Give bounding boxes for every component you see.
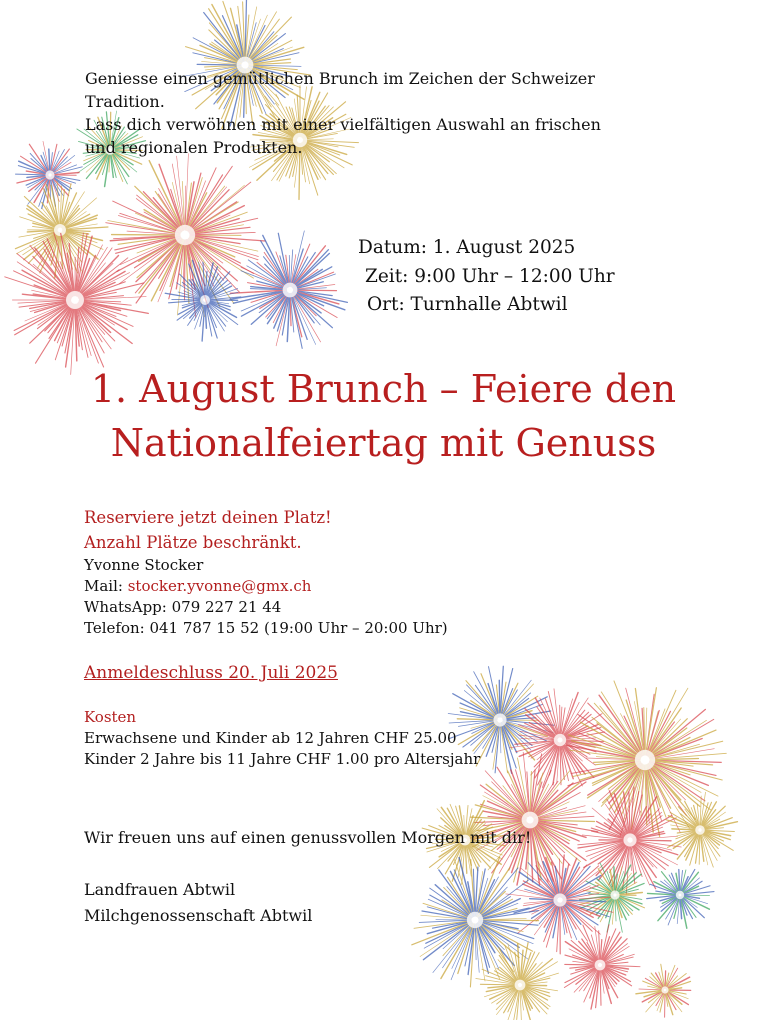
contact-phone: Telefon: 041 787 15 52 (19:00 Uhr – 20:00 Uhr) [84, 619, 448, 637]
mail-label: Mail: [84, 577, 128, 595]
costs-block [84, 707, 480, 770]
contact-name: Yvonne Stocker [84, 556, 204, 574]
event-info [358, 234, 615, 320]
firework-burst [165, 260, 241, 341]
intro-line: und regionalen Produkten. [85, 138, 303, 157]
title-line: Nationalfeiertag mit Genuss [110, 421, 657, 465]
cost-adults: Erwachsene und Kinder ab 12 Jahren CHF 25.00 [84, 729, 457, 747]
firework-burst [476, 943, 559, 1020]
reservation-block [84, 505, 448, 639]
page-title [40, 362, 727, 470]
organizer-name: Milchgenossenschaft Abtwil [84, 906, 313, 925]
closing-line: Wir freuen uns auf einen genussvollen Morgen mit dir! [84, 828, 532, 847]
contact-mail-line [84, 576, 448, 597]
reservation-headline: Reserviere jetzt deinen Platz! [84, 508, 332, 527]
registration-deadline: Anmeldeschluss 20. Juli 2025 [84, 663, 338, 683]
mail-link[interactable]: stocker.yvonne@gmx.ch [127, 577, 312, 595]
event-date: Datum: 1. August 2025 [358, 237, 576, 258]
seats-limited-note: Anzahl Plätze beschränkt. [84, 533, 302, 552]
intro-line: Geniesse einen gemütlichen Brunch im Zeichen der Schweizer [85, 69, 595, 88]
firework-burst [647, 870, 714, 929]
organizer-name: Landfrauen Abtwil [84, 880, 236, 899]
intro-text [85, 67, 685, 159]
firework-burst [636, 964, 691, 1017]
contact-whatsapp: WhatsApp: 079 227 21 44 [84, 598, 282, 616]
intro-line: Tradition. [85, 92, 165, 111]
cost-children: Kinder 2 Jahre bis 11 Jahre CHF 1.00 pro Altersjahr [84, 750, 481, 768]
costs-heading: Kosten [84, 708, 137, 726]
event-place: Ort: Turnhalle Abtwil [367, 294, 568, 315]
title-line: 1. August Brunch – Feiere den [90, 367, 677, 411]
firework-burst [16, 141, 83, 208]
event-time: Zeit: 9:00 Uhr – 12:00 Uhr [365, 265, 615, 287]
organizers [84, 877, 312, 929]
intro-line: Lass dich verwöhnen mit einer vielfältigen Auswahl an frischen [85, 115, 601, 134]
